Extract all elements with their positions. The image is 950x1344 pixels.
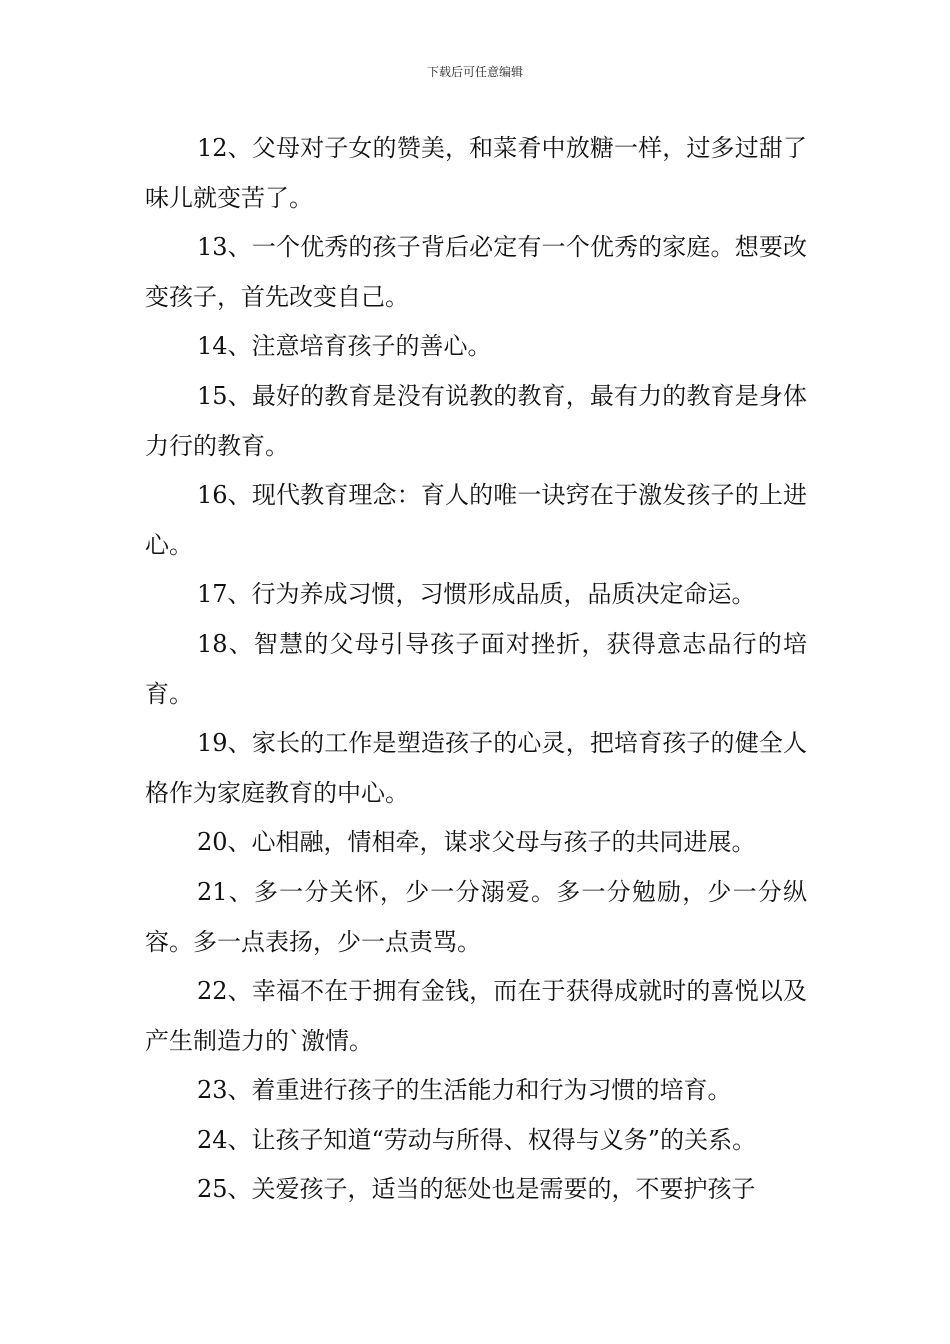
paragraph-24: 24、让孩子知道“劳动与所得、权得与义务”的关系。 xyxy=(197,1125,757,1154)
paragraph-22: 22、幸福不在于拥有金钱，而在于获得成就时的喜悦以及产生制造力的`激情。 xyxy=(145,977,807,1055)
paragraph-12: 12、父母对子女的赞美，和菜肴中放糖一样，过多过甜了味儿就变苦了。 xyxy=(145,134,807,212)
paragraph-20: 20、心相融，情相牵，谋求父母与孩子的共同进展。 xyxy=(197,828,756,857)
paragraph-14: 14、注意培育孩子的善心。 xyxy=(197,332,492,361)
paragraph-17: 17、行为养成习惯，习惯形成品质，品质决定命运。 xyxy=(197,580,756,609)
paragraph-23: 23、着重进行孩子的生活能力和行为习惯的培育。 xyxy=(197,1076,732,1105)
paragraph-15: 15、最好的教育是没有说教的教育，最有力的教育是身体力行的教育。 xyxy=(145,381,807,460)
paragraph-18: 18、智慧的父母引导孩子面对挫折，获得意志品行的培育。 xyxy=(145,629,807,708)
page-header: 下载后可任意编辑 xyxy=(426,65,523,79)
paragraph-13: 13、一个优秀的孩子背后必定有一个优秀的家庭。想要改变孩子，首先改变自己。 xyxy=(145,233,807,311)
document-body xyxy=(145,124,807,1215)
paragraph-25: 25、关爱孩子，适当的惩处也是需要的，不要护孩子 xyxy=(197,1175,756,1204)
paragraph-21: 21、多一分关怀，少一分溺爱。多一分勉励，少一分纵容。多一点表扬，少一点责骂。 xyxy=(145,877,807,956)
paragraph-16: 16、现代教育理念：育人的唯一诀窍在于激发孩子的上进心。 xyxy=(145,481,807,559)
paragraph-19: 19、家长的工作是塑造孩子的心灵，把培育孩子的健全人格作为家庭教育的中心。 xyxy=(145,729,807,807)
